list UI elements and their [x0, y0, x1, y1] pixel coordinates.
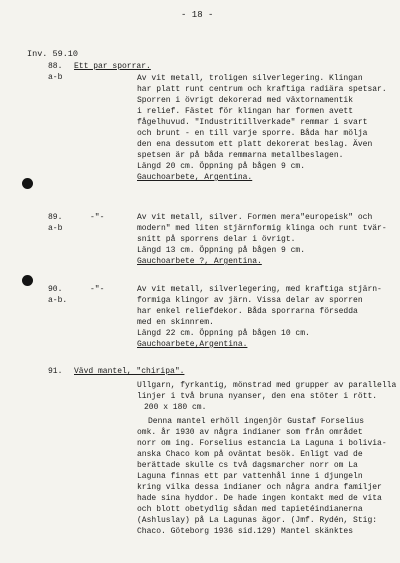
text-line: snitt på sporrens delar i övrigt. — [137, 235, 296, 244]
entry-number: 89. — [48, 213, 63, 222]
text-line: hade sina hyddor. De hade ingen kontakt med de vita — [137, 494, 382, 503]
text-line: kring vilka dessa indianer och några andra familjer — [137, 483, 382, 492]
entry-subnumber: a-b. — [48, 296, 68, 305]
text-line: Denna mantel erhöll ingenjör Gustaf Forselius — [148, 417, 365, 426]
punch-hole-top — [22, 178, 33, 189]
text-line: Längd 20 cm. Öppning på bågen 9 cm. — [137, 162, 306, 171]
text-line: Av vit metall, silverlegering, med kraftiga stjärn- — [137, 285, 382, 294]
text-line: den ena dessutom ett platt dekorerat beslag. Även — [137, 140, 373, 149]
entry-number: 90. — [48, 285, 63, 294]
entry-origin: Gauchoarbete, Argentina. — [137, 173, 253, 182]
text-line: Sporren i övrigt dekorerad med växtornamentik — [137, 96, 354, 105]
text-line: har enkel reliefdekor. Båda sporrarna försedda — [137, 307, 358, 316]
text-line: Längd 22 cm. Öppning på bågen 10 cm. — [137, 329, 310, 338]
text-line: omk. år 1930 av några indianer som från området — [137, 428, 363, 437]
entry-title: Ett par sporrar. — [74, 62, 151, 71]
ditto-mark: -"- — [90, 213, 105, 222]
entry-number: 91. — [48, 367, 63, 376]
text-line: modern" med liten stjärnformig klinga och runt tvär- — [137, 224, 387, 233]
text-line: och brunt - en till varje sporre. Båda har mölja — [137, 129, 368, 138]
page-number: - 18 - — [181, 10, 214, 20]
entry-subnumber: a-b — [48, 224, 63, 233]
ditto-mark: -"- — [90, 285, 105, 294]
entry-origin: Gauchoarbete ?, Argentina. — [137, 257, 262, 266]
text-line: spetsen är på båda remmarna metallbeslagen. — [137, 151, 344, 160]
text-line: norr om ing. Forselius estancia La Laguna i bolivia- — [137, 439, 387, 448]
text-line: 200 x 180 cm. — [144, 403, 207, 412]
text-line: anska Chaco kom på oväntat besök. Enligt vad de — [137, 450, 363, 459]
entry-subnumber: a-b — [48, 73, 63, 82]
punch-hole-bottom — [22, 275, 33, 286]
text-line: Av vit metall, troligen silverlegering. Klingan — [137, 74, 363, 83]
text-line: linjer i två bruna nyanser, den ena stöter i rött. — [137, 392, 378, 401]
text-line: har platt runt centrum och kraftiga radiära spetsar. — [137, 85, 387, 94]
text-line: med en skinnrem. — [137, 318, 214, 327]
entry-origin: Gauchoarbete,Argentina. — [137, 340, 248, 349]
text-line: i relief. Fästet för klingan har formen avett — [137, 107, 354, 116]
inventory-label: Inv. 59.10 — [27, 49, 79, 59]
text-line: formiga klingor av järn. Vissa delar av sporren — [137, 296, 363, 305]
text-line: och blott obetydlig sådan med tapietéindianerna — [137, 505, 363, 514]
text-line: Chaco. Göteborg 1936 sid.129) Mantel skänktes — [137, 527, 354, 536]
text-line: Laguna finnas ett par vattenhål inne i djungeln — [137, 472, 363, 481]
entry-number: 88. — [48, 62, 63, 71]
text-line: Längd 13 cm. Öppning på bågen 9 cm. — [137, 246, 306, 255]
text-line: Ullgarn, fyrkantig, mönstrad med grupper av parallella — [137, 381, 397, 390]
text-line: berättade skulle cs två dagsmarcher norr om La — [137, 461, 358, 470]
text-line: (Ashluslay) på La Lagunas ägor. (Jmf. Rydén, Stig: — [137, 516, 378, 525]
text-line: Av vit metall, silver. Formen mera"europeisk" och — [137, 213, 373, 222]
text-line: fågelhuvud. "Industritillverkade" remmar i svart — [137, 118, 368, 127]
entry-title: Vävd mantel, "chiripa". — [74, 367, 185, 376]
